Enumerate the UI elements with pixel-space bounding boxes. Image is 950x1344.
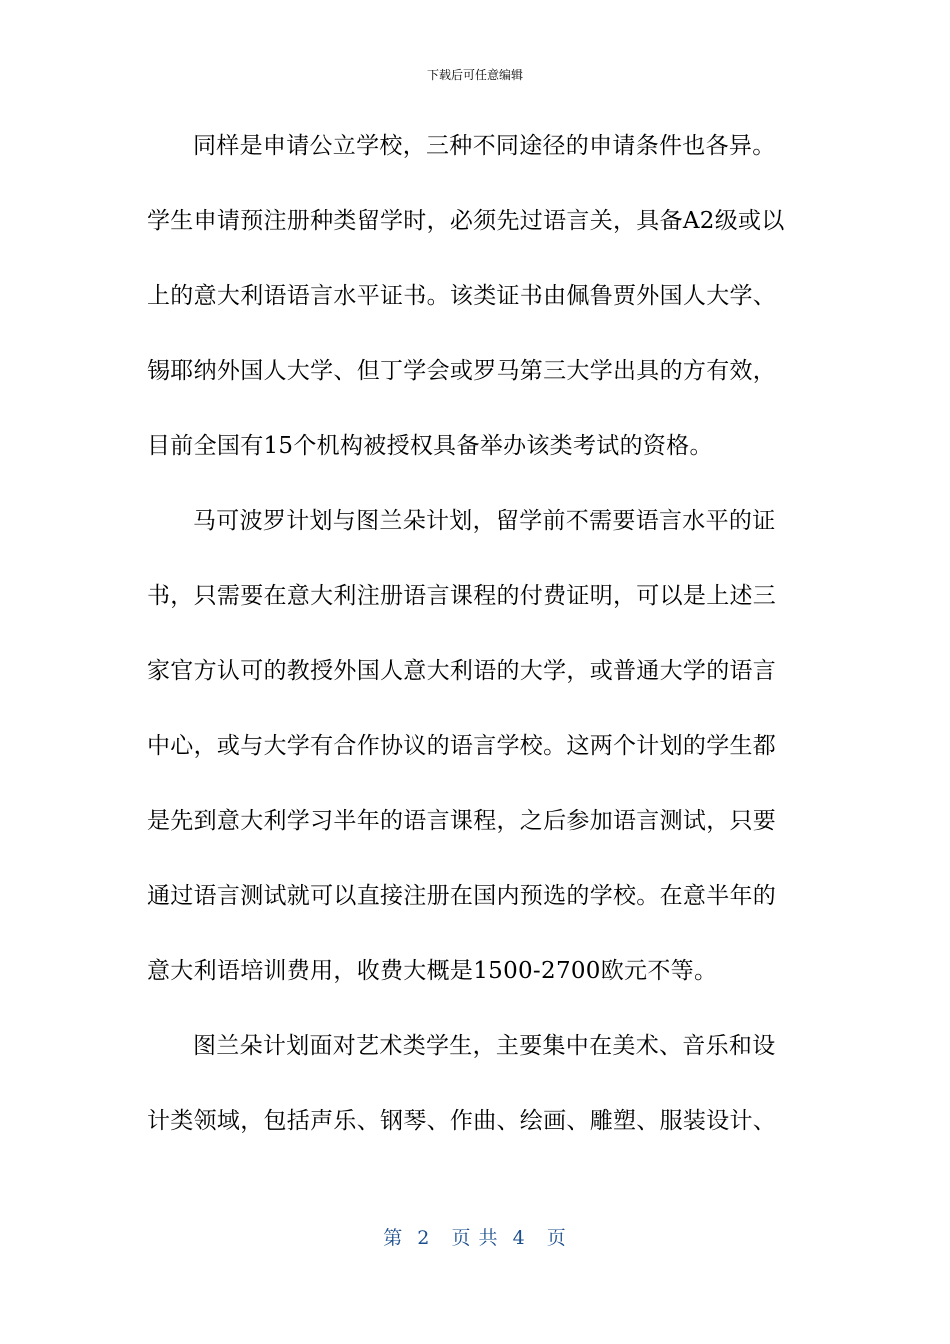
paragraph-3-line-2: 计类领域，包括声乐、钢琴、作曲、绘画、雕塑、服装设计、 bbox=[147, 1108, 777, 1134]
paragraph-2-line-5: 是先到意大利学习半年的语言课程，之后参加语言测试，只要 bbox=[147, 808, 777, 834]
paragraph-1-line-5: 目前全国有15个机构被授权具备举办该类考试的资格。 bbox=[147, 433, 713, 459]
paragraph-2-line-4: 中心，或与大学有合作协议的语言学校。这两个计划的学生都 bbox=[147, 733, 777, 759]
paragraph-1-line-1: 同样是申请公立学校，三种不同途径的申请条件也各异。 bbox=[193, 133, 776, 159]
paragraph-1-line-2: 学生申请预注册种类留学时，必须先过语言关，具备A2级或以 bbox=[147, 208, 785, 234]
page-footer: 第 2 页 共 4 页 bbox=[383, 1227, 567, 1249]
paragraph-3-line-1: 图兰朵计划面对艺术类学生，主要集中在美术、音乐和设 bbox=[193, 1033, 776, 1059]
paragraph-2-line-6: 通过语言测试就可以直接注册在国内预选的学校。在意半年的 bbox=[147, 883, 777, 909]
paragraph-2-line-2: 书，只需要在意大利注册语言课程的付费证明，可以是上述三 bbox=[147, 583, 777, 609]
paragraph-2-line-1: 马可波罗计划与图兰朵计划，留学前不需要语言水平的证 bbox=[193, 508, 776, 534]
paragraph-1-line-3: 上的意大利语语言水平证书。该类证书由佩鲁贾外国人大学、 bbox=[147, 283, 777, 309]
document-body bbox=[147, 126, 807, 1176]
paragraph-1-line-4: 锡耶纳外国人大学、但丁学会或罗马第三大学出具的方有效， bbox=[147, 358, 777, 384]
page-header: 下载后可任意编辑 bbox=[426, 68, 523, 82]
paragraph-2-line-7: 意大利语培训费用，收费大概是1500-2700欧元不等。 bbox=[147, 958, 718, 984]
paragraph-2-line-3: 家官方认可的教授外国人意大利语的大学，或普通大学的语言 bbox=[147, 658, 777, 684]
